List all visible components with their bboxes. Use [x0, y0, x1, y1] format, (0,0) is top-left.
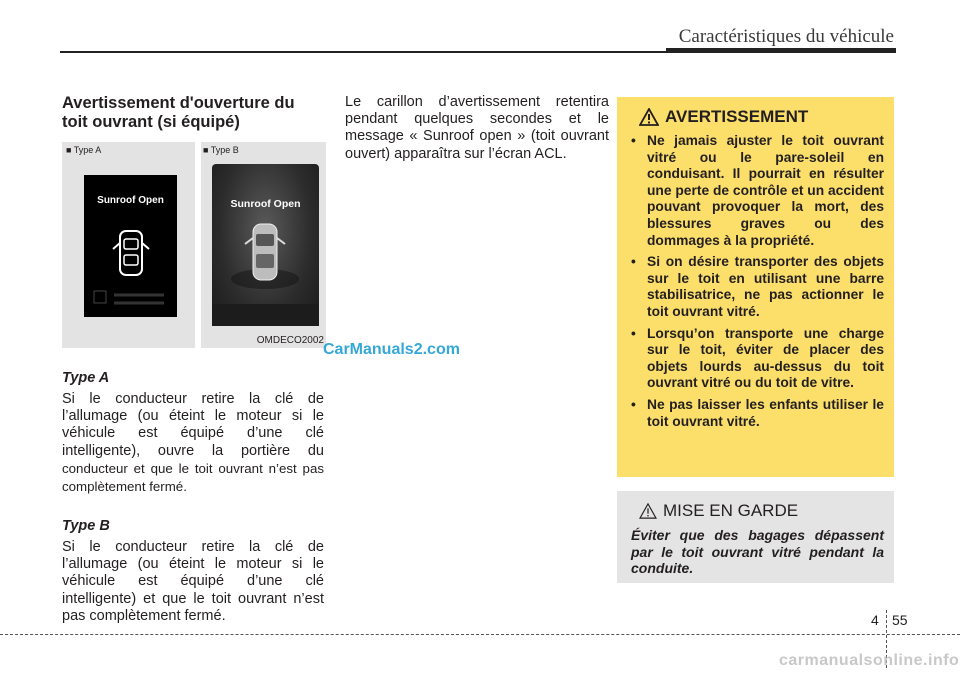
figure-code: OMDECO2002	[256, 335, 324, 346]
page-number: 55	[892, 612, 908, 628]
header-rule-accent	[666, 48, 896, 53]
type-b-heading: Type B	[62, 518, 110, 534]
warning-item: • Si on désire transporter des objets sur le toit en utilisant une barre stabilisatrice, ne pas actionner le toit ouvrant vitré.	[629, 254, 884, 320]
display-message-b: Sunroof Open	[230, 198, 301, 210]
type-b-section	[62, 518, 324, 625]
caution-box	[617, 491, 894, 583]
figure-divider	[195, 142, 201, 348]
footer-logo[interactable]: carmanualsonline.info	[779, 652, 960, 669]
figure-label-type-a: ■ Type A	[66, 145, 102, 155]
figure-label-type-b: ■ Type B	[203, 145, 239, 155]
warning-item: • Lorsqu’on transporte une charge sur le toit, éviter de placer des objets lourds au-dessus du toit ouvrant vitré ou du toit de vitre.	[629, 326, 884, 392]
left-column	[62, 94, 324, 132]
cluster-display-type-a	[84, 175, 177, 317]
warning-box	[617, 97, 894, 477]
car-topview-icon	[84, 175, 177, 317]
car-3d-icon	[212, 164, 319, 326]
running-header: Caractéristiques du véhicule	[678, 26, 894, 47]
warning-title-text: AVERTISSEMENT	[665, 107, 809, 126]
caution-title-text: MISE EN GARDE	[663, 501, 799, 520]
sunroof-open-figure	[62, 142, 326, 348]
type-a-text-main: Si le conducteur retire la clé de l’allumage (ou éteint le moteur si le véhicule est équipé d’une clé intelligente), ouvre la portière du	[62, 391, 324, 459]
chime-description: Le carillon d’avertissement retentira pendant quelques secondes et le message « Sunroof open » (toit ouvrant ouvert) apparaîtra sur l’écran ACL.	[345, 94, 609, 162]
middle-column	[345, 94, 609, 163]
chapter-number: 4	[871, 612, 879, 628]
warning-triangle-icon	[639, 108, 659, 126]
type-a-heading: Type A	[62, 370, 110, 386]
display-message-a: Sunroof Open	[97, 195, 164, 206]
warning-item: • Ne jamais ajuster le toit ouvrant vitré ou le pare-soleil en conduisant. Il pourrait en résulter une perte de contrôle et un accident pouvant provoquer la mort, des blessures graves ou des dommages à la propriété.	[629, 133, 884, 249]
type-a-section	[62, 370, 324, 496]
cluster-display-type-b	[212, 164, 319, 326]
caution-triangle-icon	[639, 503, 657, 519]
section-title: Avertissement d'ouverture du toit ouvrant (si équipé)	[62, 94, 295, 131]
caution-text: Éviter que des bagages dépassent par le toit ouvrant vitré pendant la conduite.	[631, 527, 884, 576]
caution-title	[639, 499, 884, 523]
warning-item: • Ne pas laisser les enfants utiliser le toit ouvrant vitré.	[629, 397, 884, 430]
warning-list	[629, 133, 884, 430]
watermark-link[interactable]: CarManuals2.com	[323, 341, 460, 358]
type-b-text: Si le conducteur retire la clé de l’allumage (ou éteint le moteur si le véhicule est équipé d’une clé intelligente) et que le toit ouvrant n’est pas complètement fermé.	[62, 539, 324, 624]
type-a-text	[62, 391, 324, 496]
footer-rule	[0, 634, 960, 635]
warning-title	[639, 105, 884, 129]
type-a-text-tail: conducteur et que le toit ouvrant n’est pas complètement fermé.	[62, 460, 324, 495]
